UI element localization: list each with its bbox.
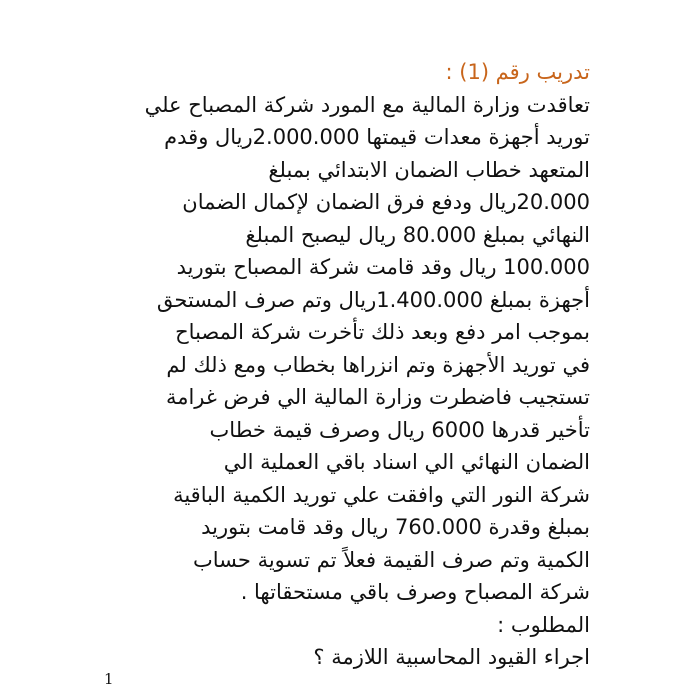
body-line: الضمان النهائي الي اسناد باقي العملية الي <box>223 450 590 474</box>
body-line: تأخير قدرها 6000 ريال وصرف قيمة خطاب <box>209 417 590 442</box>
body-line: بمبلغ وقدرة 760.000 ريال وقد قامت بتوريد <box>201 515 590 539</box>
body-line: شركة النور التي وافقت علي توريد الكمية الباقية <box>173 482 590 507</box>
body-line: المتعهد خطاب الضمان الابتدائي بمبلغ <box>268 157 590 182</box>
body-line: النهائي بمبلغ 80.000 ريال ليصبح المبلغ <box>245 222 590 247</box>
body-line: تعاقدت وزارة المالية مع المورد شركة المصباح علي <box>144 92 590 117</box>
body-line: في توريد الأجهزة وتم انزراها بخطاب ومع ذلك لم <box>166 352 590 377</box>
exercise-heading: تدريب رقم (1) : <box>445 60 590 84</box>
required-label: المطلوب : <box>497 612 590 637</box>
body-line: توريد أجهزة معدات قيمتها 2.000.000ريال وقدم <box>164 125 590 149</box>
body-line: 100.000 ريال وقد قامت شركة المصباح بتوريد <box>176 255 590 279</box>
body-line: 20.000ريال ودفع فرق الضمان لإكمال الضمان <box>182 190 590 214</box>
body-line: تستجيب فاضطرت وزارة المالية الي فرض غرامة <box>165 385 590 409</box>
question-text: اجراء القيود المحاسبية اللازمة ؟ <box>313 645 590 669</box>
body-line: بموجب امر دفع وبعد ذلك تأخرت شركة المصباح <box>175 320 590 344</box>
exercise-text <box>100 56 590 674</box>
body-line: أجهزة بمبلغ 1.400.000ريال وتم صرف المستحق <box>156 287 590 312</box>
body-line: الكمية وتم صرف القيمة فعلاً تم تسوية حساب <box>193 547 590 572</box>
page-number: 1 <box>104 670 114 688</box>
body-line: شركة المصباح وصرف باقي مستحقاتها . <box>240 580 590 604</box>
